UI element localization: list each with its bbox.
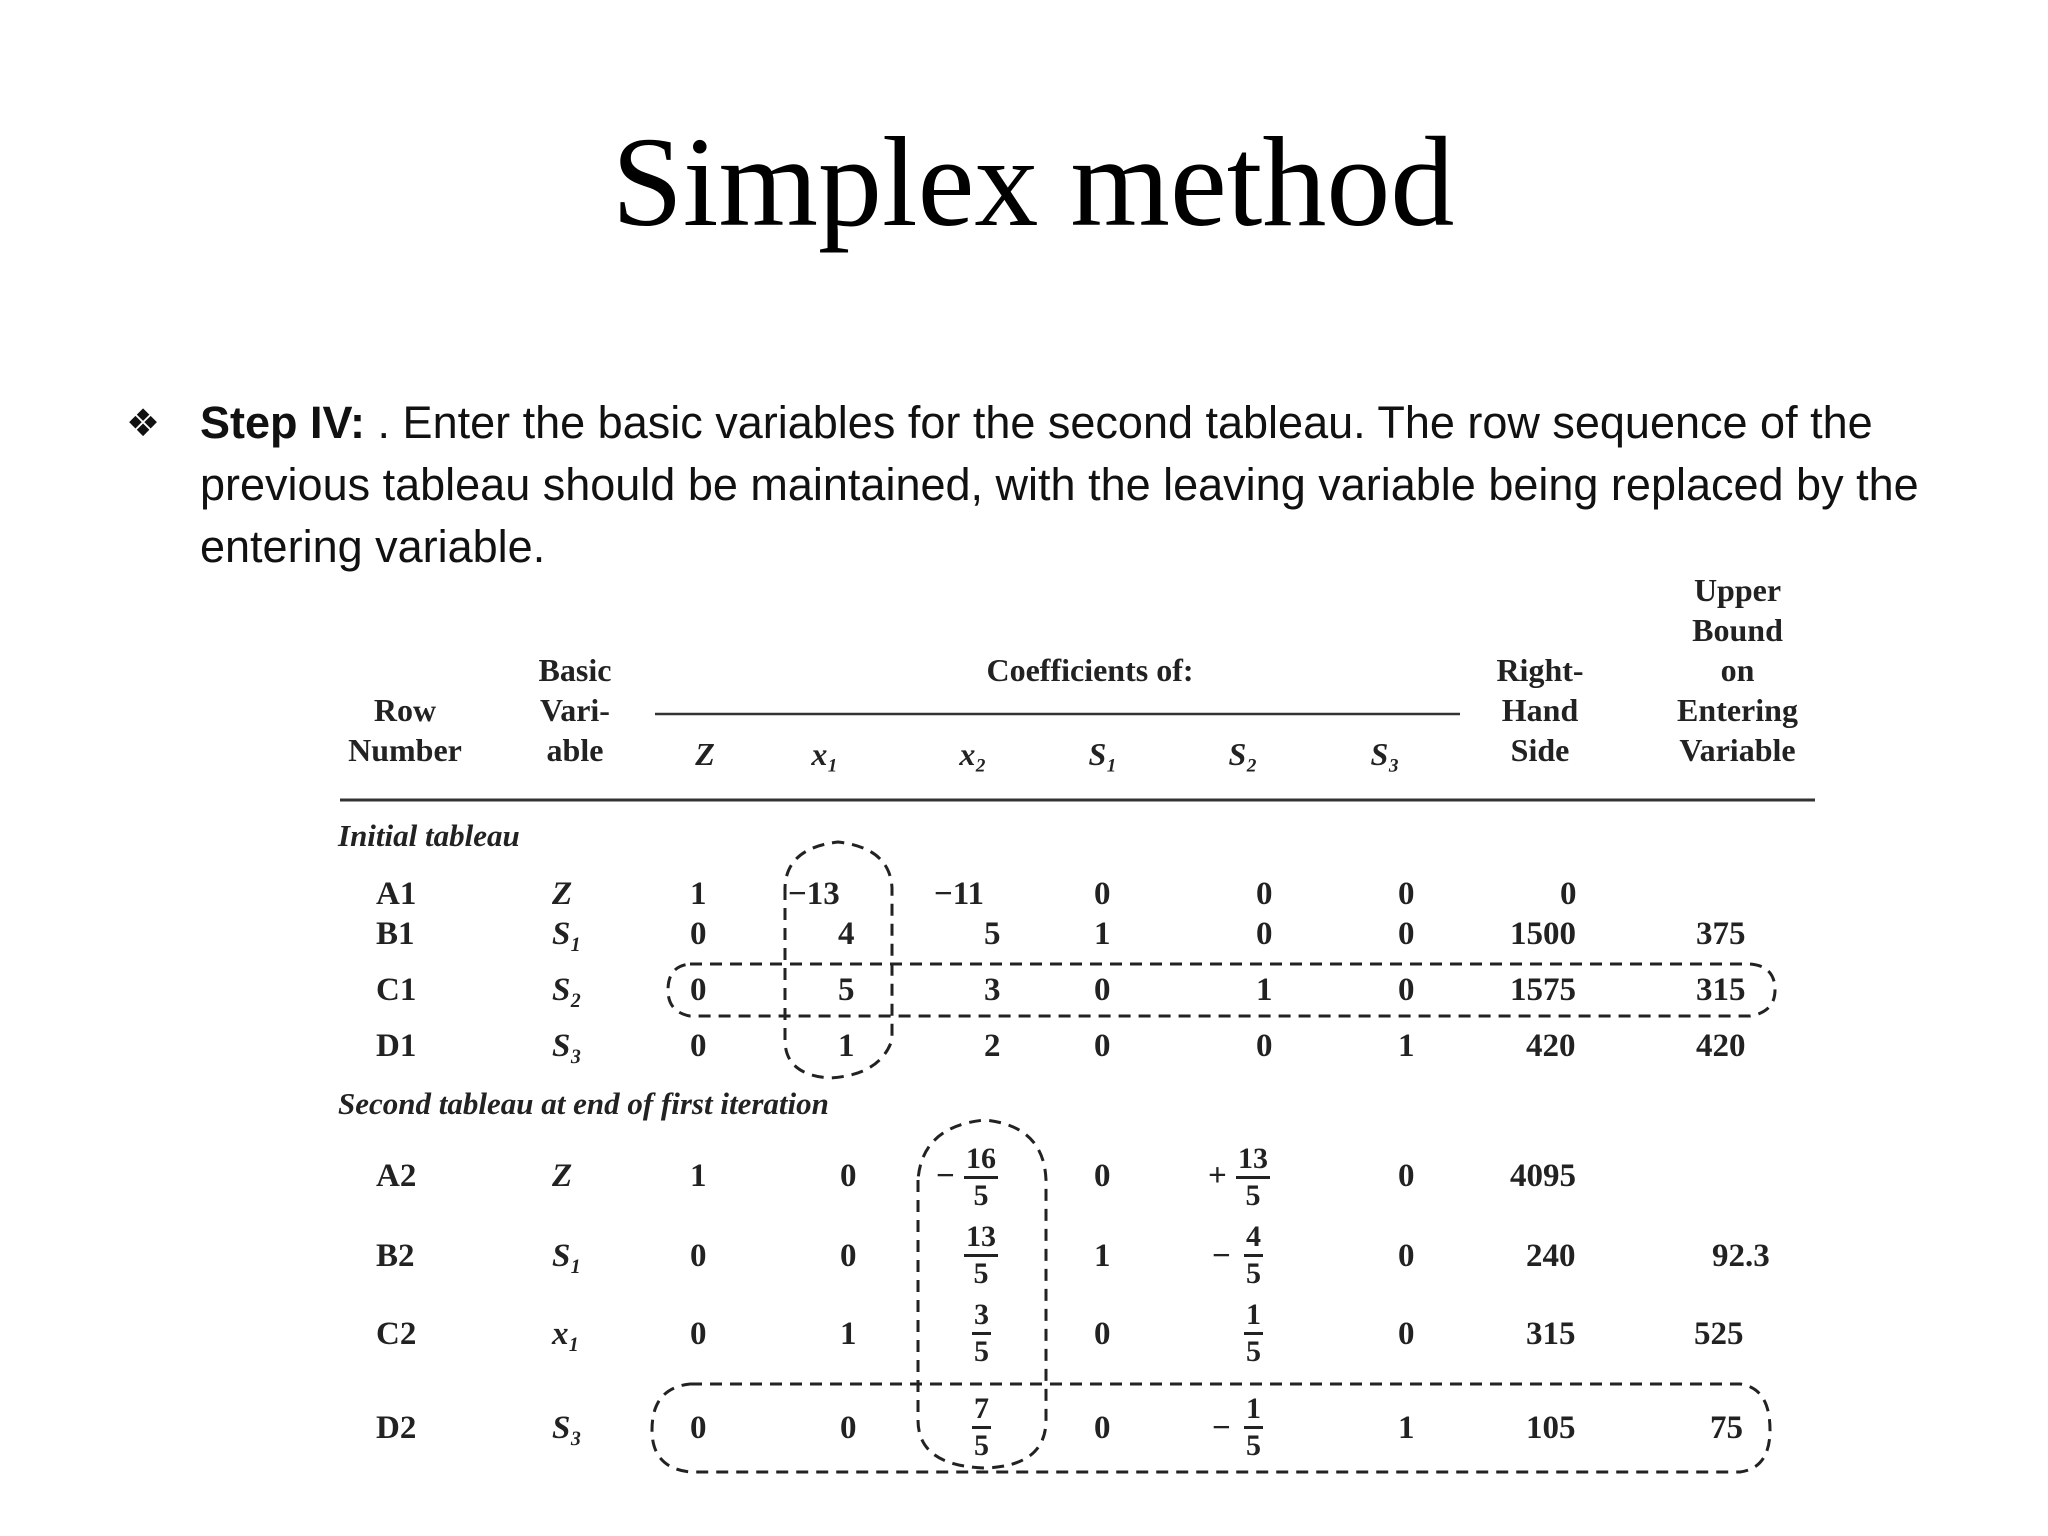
cell-x2: 5 (984, 916, 1001, 952)
cell-x1: 0 (840, 1238, 857, 1274)
cell-rhs: 240 (1526, 1238, 1576, 1274)
cell-s3: 0 (1398, 876, 1415, 912)
cell-s2: 0 (1256, 916, 1273, 952)
cell-s2-fraction: 1 5 (1246, 1298, 1261, 1368)
cell-s2-fraction: 4 5 (1246, 1220, 1261, 1290)
basic-variable: Z (552, 876, 573, 912)
cell-s2-fraction: 13 5 (1238, 1142, 1268, 1212)
cell-rhs: 105 (1526, 1410, 1576, 1446)
cell-s3: 1 (1398, 1028, 1415, 1064)
initial-pivot-column-dash (785, 842, 892, 1078)
basic-variable: S₁ (552, 916, 582, 952)
cell-x2: 2 (984, 1028, 1001, 1064)
step-label: Step IV: (200, 397, 366, 448)
cell-upper-bound: 375 (1696, 916, 1746, 952)
cell-x2-fraction: 7 5 (974, 1392, 989, 1462)
cell-rhs: 0 (1560, 876, 1577, 912)
cell-s2-sign: − (1212, 1238, 1231, 1274)
basic-variable: Z (552, 1158, 573, 1194)
cell-s1: 0 (1094, 876, 1111, 912)
cell-upper-bound: 420 (1696, 1028, 1746, 1064)
initial-tableau-label: Initial tableau (338, 818, 520, 853)
cell-z: 0 (690, 1316, 707, 1352)
cell-s3: 1 (1398, 1410, 1415, 1446)
row-number: D2 (376, 1410, 417, 1446)
cell-rhs: 1575 (1510, 972, 1576, 1008)
second-pivot-row-dash (652, 1384, 1770, 1472)
cell-z: 1 (690, 1158, 707, 1194)
second-pivot-column-dash (918, 1120, 1046, 1468)
cell-rhs: 420 (1526, 1028, 1576, 1064)
basic-variable: x₁ (552, 1316, 581, 1352)
header-s3: S₃ (1370, 736, 1400, 772)
cell-x2-fraction: 16 5 (966, 1142, 996, 1212)
header-s1: S₁ (1088, 736, 1118, 772)
cell-rhs: 4095 (1510, 1158, 1576, 1194)
cell-s1: 1 (1094, 1238, 1111, 1274)
basic-variable: S₃ (552, 1410, 582, 1446)
cell-s3: 0 (1398, 1316, 1415, 1352)
cell-rhs: 315 (1526, 1316, 1576, 1352)
cell-z: 0 (690, 1028, 707, 1064)
header-x2: x₂ (959, 736, 987, 772)
header-x1: x₁ (811, 736, 839, 772)
cell-x2: 3 (984, 972, 1001, 1008)
cell-upper-bound: 75 (1710, 1410, 1743, 1446)
second-tableau-label: Second tableau at end of first iteration (338, 1086, 829, 1121)
cell-s3: 0 (1398, 1238, 1415, 1274)
cell-upper-bound: 525 (1694, 1316, 1744, 1352)
cell-s3: 0 (1398, 916, 1415, 952)
basic-variable: S₃ (552, 1028, 582, 1064)
cell-s2: 0 (1256, 876, 1273, 912)
cell-x2-fraction: 13 5 (966, 1220, 996, 1290)
cell-s3: 0 (1398, 1158, 1415, 1194)
basic-variable: S₂ (552, 972, 582, 1008)
header-coefficients: Coefficients of: (986, 652, 1194, 688)
row-number: A1 (376, 876, 417, 912)
header-z: Z (695, 736, 715, 772)
initial-pivot-row-dash (668, 964, 1775, 1016)
diamond-bullet-icon: ❖ (126, 401, 161, 445)
cell-x1: −13 (788, 876, 840, 912)
step-description: . Enter the basic variables for the second tableau. The row sequence of the previous tableau should be maintained, with the leaving variable being replaced by the entering variable. (200, 397, 1919, 572)
header-s2: S₂ (1228, 736, 1258, 772)
cell-upper-bound: 315 (1696, 972, 1746, 1008)
cell-x1: 5 (838, 972, 855, 1008)
cell-z: 0 (690, 916, 707, 952)
row-number: B1 (376, 916, 415, 952)
row-number: C1 (376, 972, 417, 1008)
cell-s1: 0 (1094, 1158, 1111, 1194)
cell-x2-fraction: 3 5 (974, 1298, 989, 1368)
cell-z: 0 (690, 1238, 707, 1274)
cell-s3: 0 (1398, 972, 1415, 1008)
cell-x2-sign: − (936, 1158, 955, 1194)
row-number: C2 (376, 1316, 417, 1352)
cell-s2-sign: − (1212, 1410, 1231, 1446)
row-number: B2 (376, 1238, 415, 1274)
cell-s2-fraction: 1 5 (1246, 1392, 1261, 1462)
slide-title: Simplex method (611, 111, 1455, 253)
cell-s1: 0 (1094, 1316, 1111, 1352)
cell-rhs: 1500 (1510, 916, 1576, 952)
cell-x2: −11 (934, 876, 984, 912)
cell-x1: 0 (840, 1410, 857, 1446)
header-upper-bound: Upper Bound on Entering Variable (1677, 572, 1798, 768)
cell-x1: 4 (838, 916, 855, 952)
cell-upper-bound: 92.3 (1712, 1238, 1770, 1274)
header-row-number: Row Number (348, 692, 462, 768)
cell-s1: 0 (1094, 972, 1111, 1008)
cell-x1: 1 (840, 1316, 857, 1352)
cell-z: 1 (690, 876, 707, 912)
cell-z: 0 (690, 1410, 707, 1446)
basic-variable: S₁ (552, 1238, 582, 1274)
row-number: A2 (376, 1158, 417, 1194)
cell-z: 0 (690, 972, 707, 1008)
cell-s2-sign: + (1208, 1158, 1227, 1194)
cell-s1: 0 (1094, 1028, 1111, 1064)
header-rhs: Right- Hand Side (1496, 652, 1584, 768)
cell-s2: 1 (1256, 972, 1273, 1008)
cell-s2: 0 (1256, 1028, 1273, 1064)
cell-s1: 0 (1094, 1410, 1111, 1446)
cell-x1: 0 (840, 1158, 857, 1194)
header-basic-variable: Basic Vari- able (538, 652, 612, 768)
cell-s1: 1 (1094, 916, 1111, 952)
cell-x1: 1 (838, 1028, 855, 1064)
row-number: D1 (376, 1028, 417, 1064)
